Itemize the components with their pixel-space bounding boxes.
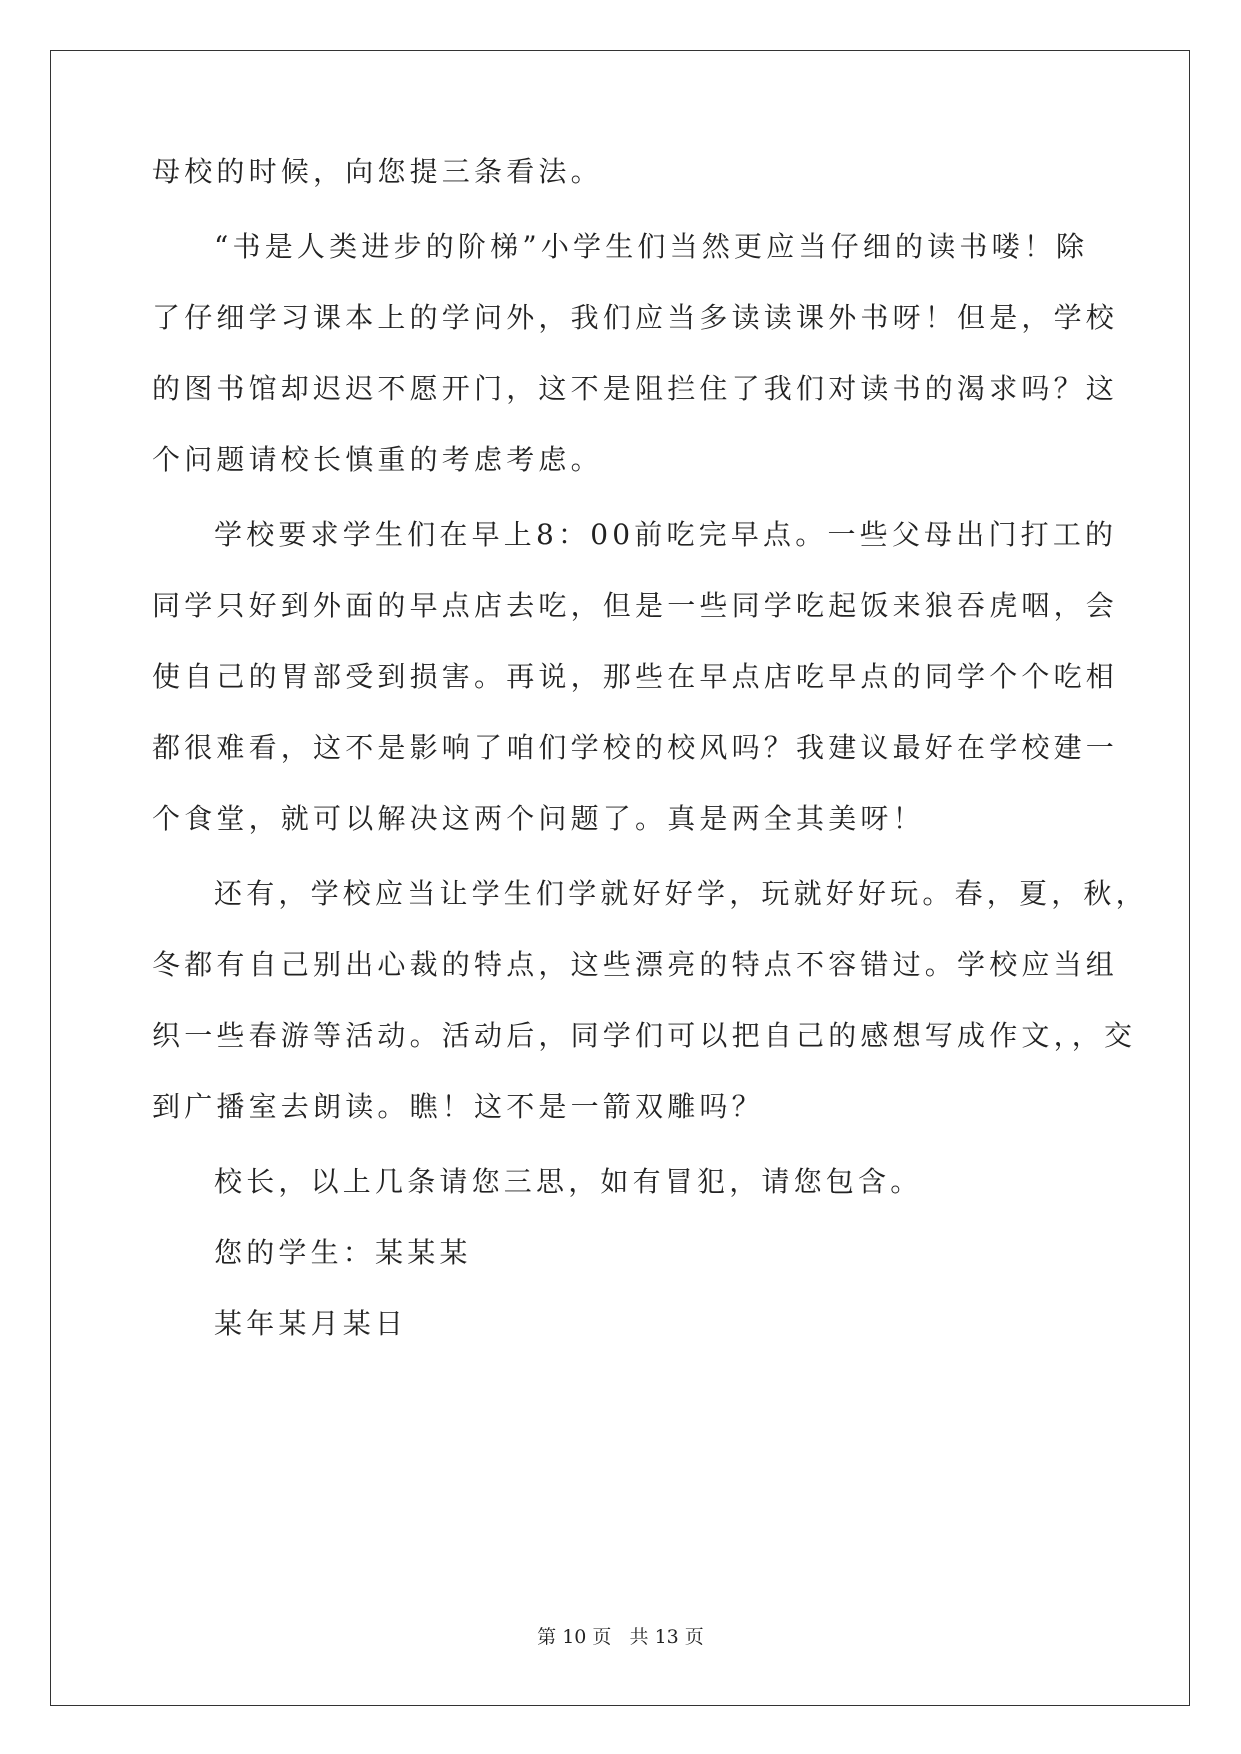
text-line-12: 冬都有自己别出心裁的特点，这些漂亮的特点不容错过。学校应当组 xyxy=(152,948,1119,981)
text-line-14: 到广播室去朗读。瞧！这不是一箭双雕吗？ xyxy=(152,1090,764,1123)
page-number-footer: 第 10 页 共 13 页 xyxy=(537,1626,704,1648)
text-line-10: 个食堂，就可以解决这两个问题了。真是两全其美呀！ xyxy=(152,802,925,835)
text-line-9: 都很难看，这不是影响了咱们学校的校风吗？我建议最好在学校建一 xyxy=(152,731,1119,764)
text-line-13: 织一些春游等活动。活动后，同学们可以把自己的感想写成作文，，交 xyxy=(152,1019,1137,1052)
text-line-6: 学校要求学生们在早上8：00前吃完早点。一些父母出门打工的 xyxy=(214,518,1118,551)
text-line-2: “书是人类进步的阶梯”小学生们当然更应当仔细的读书喽！除 xyxy=(214,230,1089,263)
text-line-11: 还有，学校应当让学生们学就好好学，玩就好好玩。春，夏，秋， xyxy=(214,877,1148,910)
date-line: 某年某月某日 xyxy=(214,1307,408,1340)
text-line-5: 个问题请校长慎重的考虑考虑。 xyxy=(152,443,603,476)
text-line-4: 的图书馆却迟迟不愿开门，这不是阻拦住了我们对读书的渴求吗？这 xyxy=(152,372,1119,405)
text-line-15: 校长，以上几条请您三思，如有冒犯，请您包含。 xyxy=(214,1165,923,1198)
text-line-1: 母校的时候，向您提三条看法。 xyxy=(152,155,603,188)
text-line-8: 使自己的胃部受到损害。再说，那些在早点店吃早点的同学个个吃相 xyxy=(152,660,1119,693)
signature-line: 您的学生：某某某 xyxy=(214,1236,472,1269)
text-line-7: 同学只好到外面的早点店去吃，但是一些同学吃起饭来狼吞虎咽，会 xyxy=(152,589,1119,622)
text-line-3: 了仔细学习课本上的学问外，我们应当多读读课外书呀！但是，学校 xyxy=(152,301,1119,334)
